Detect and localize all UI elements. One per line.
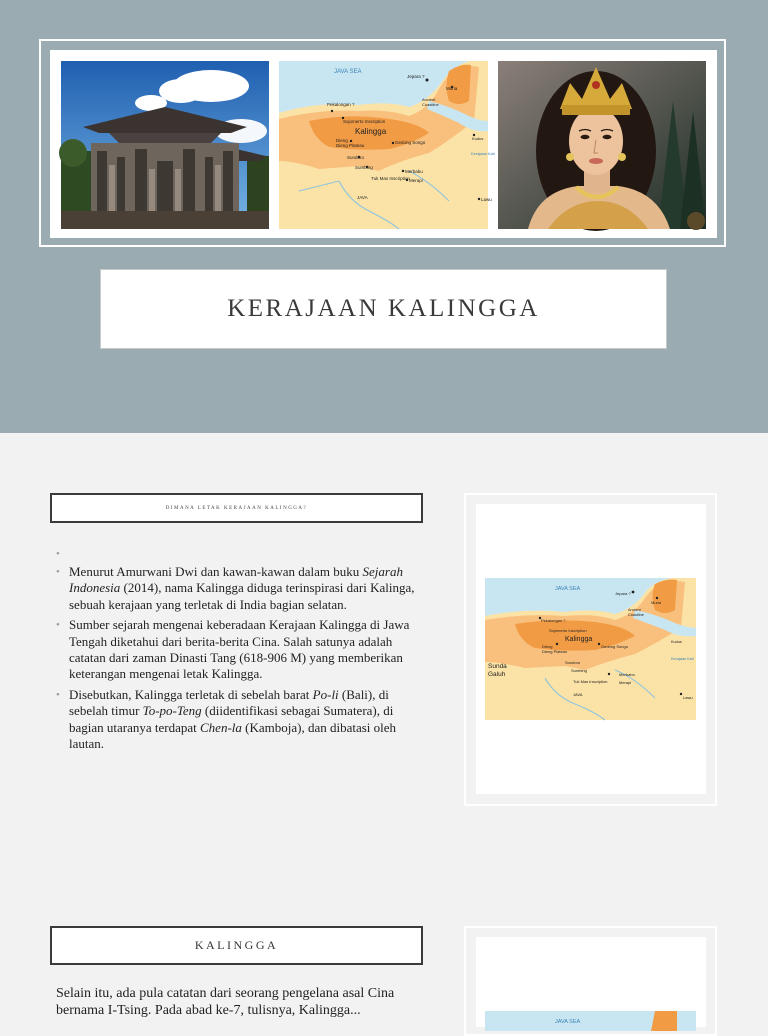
svg-text:Kudus: Kudus [671, 640, 682, 644]
map-label-galuh: Galuh [488, 671, 506, 678]
heading-box-location [50, 493, 423, 523]
svg-text:Dieng: Dieng [542, 644, 553, 649]
svg-text:Coastline: Coastline [628, 613, 644, 617]
kalingga-map-2 [476, 504, 706, 794]
bullet-dot: • [56, 566, 60, 578]
bullet-item: • Disebutkan, Kalingga terletak di sebelah barat Po-li (Bali), di sebelah timur To-po-Teng (diidentifikasi sebagai Sumatera), di bagian utaranya terdapat Chen-la (Kamboja), dan dibatasi oleh lautan. [56, 686, 397, 752]
svg-text:Sundoro: Sundoro [347, 155, 365, 160]
bullet-item [56, 546, 426, 560]
svg-text:Sojomerto Inscription: Sojomerto Inscription [343, 119, 386, 124]
svg-text:Dieng Plateau: Dieng Plateau [336, 143, 365, 148]
svg-text:Tuk Mas Inscription: Tuk Mas Inscription [573, 679, 608, 684]
heading-location: DIMANA LETAK KERAJAAN KALINGGA? [165, 505, 308, 511]
map-region-label: Kalingga [355, 127, 387, 136]
svg-text:Sumbing: Sumbing [355, 165, 373, 170]
heading-box-kalingga [50, 926, 423, 965]
svg-text:Pekalongan ?: Pekalongan ? [541, 618, 566, 623]
svg-text:Kerajaan Kali: Kerajaan Kali [671, 657, 694, 661]
svg-text:Kerajaan Kali: Kerajaan Kali [471, 151, 495, 156]
paragraph-i-tsing: Selain itu, ada pula catatan dari seorang pengelana asal Cina bernama I-Tsing. Pada abad ke-7, tulisnya, Kalingga... [56, 986, 395, 1018]
svg-text:Merapi: Merapi [619, 680, 632, 685]
kalingga-map-3 [476, 937, 706, 1027]
map-label-sunda: Sunda [488, 663, 507, 670]
svg-text:Muria: Muria [446, 86, 458, 91]
temple-illustration [61, 61, 269, 229]
queen-portrait [498, 61, 706, 229]
svg-text:Gedong Songo: Gedong Songo [601, 644, 628, 649]
svg-text:Dieng Plateau: Dieng Plateau [542, 649, 568, 654]
svg-text:Gedong Songo: Gedong Songo [395, 140, 426, 145]
bullet-item: • Sumber sejarah mengenai keberadaan Kerajaan Kalingga di Jawa Tengah diketahui dari berita-berita Cina. Salah satunya adalah catatan dari zaman Dinasti Tang (618-906 M) yang memberikan keterangan mengenai letak Kalingga. [56, 617, 410, 682]
svg-text:Pekalongan ?: Pekalongan ? [327, 102, 355, 107]
svg-text:Merbabu: Merbabu [619, 672, 635, 677]
bullet-item: • Menurut Amurwani Dwi dan kawan-kawan dalam buku Sejarah Indonesia (2014), nama Kalingga diduga terinspirasi dari Kalinga, sebuah kerajaan yang terletak di India bagian selatan. [56, 564, 415, 612]
bullet-dot: • [56, 619, 60, 632]
svg-text:Sojomerto Inscription: Sojomerto Inscription [549, 628, 587, 633]
svg-text:Jepara ?: Jepara ? [407, 74, 425, 79]
svg-text:Dieng: Dieng [336, 138, 348, 143]
map-illustration [279, 61, 495, 229]
svg-text:JAVA: JAVA [573, 692, 583, 697]
map-panel-1 [476, 504, 706, 794]
svg-text:JAVA SEA: JAVA SEA [555, 586, 581, 592]
svg-text:Merbabu: Merbabu [405, 169, 423, 174]
temple-photo [61, 61, 269, 229]
svg-text:Kalingga: Kalingga [565, 636, 593, 643]
title-slide [0, 0, 768, 433]
svg-text:Lawu: Lawu [683, 695, 693, 700]
title-box [100, 269, 667, 349]
svg-text:Coastline: Coastline [422, 102, 439, 107]
svg-text:Sundoro: Sundoro [565, 660, 581, 665]
map-sea-label: JAVA SEA [334, 69, 362, 75]
svg-text:Ancient: Ancient [422, 97, 436, 102]
bullet-dot: • [56, 688, 60, 701]
svg-text:Sumbing: Sumbing [571, 668, 587, 673]
svg-text:Muria: Muria [651, 600, 662, 605]
kalingga-map-image [279, 61, 495, 229]
svg-text:Merapi: Merapi [409, 178, 423, 183]
svg-text:JAVA: JAVA [357, 195, 368, 200]
queen-illustration [498, 61, 706, 229]
bullet-list [56, 546, 426, 756]
bullet-dot: • [56, 548, 60, 560]
svg-text:Ancient: Ancient [628, 608, 641, 612]
svg-text:Kudus: Kudus [472, 136, 484, 141]
svg-text:JAVA SEA: JAVA SEA [555, 1019, 581, 1025]
svg-text:Tuk Mas Inscription: Tuk Mas Inscription [371, 176, 410, 181]
heading-kalingga: KALINGGA [194, 938, 279, 952]
map-panel-2 [476, 937, 706, 1027]
slide-title: KERAJAAN KALINGGA [227, 295, 540, 322]
svg-text:Lawu: Lawu [481, 197, 492, 202]
svg-text:Jepara ?: Jepara ? [615, 591, 631, 596]
